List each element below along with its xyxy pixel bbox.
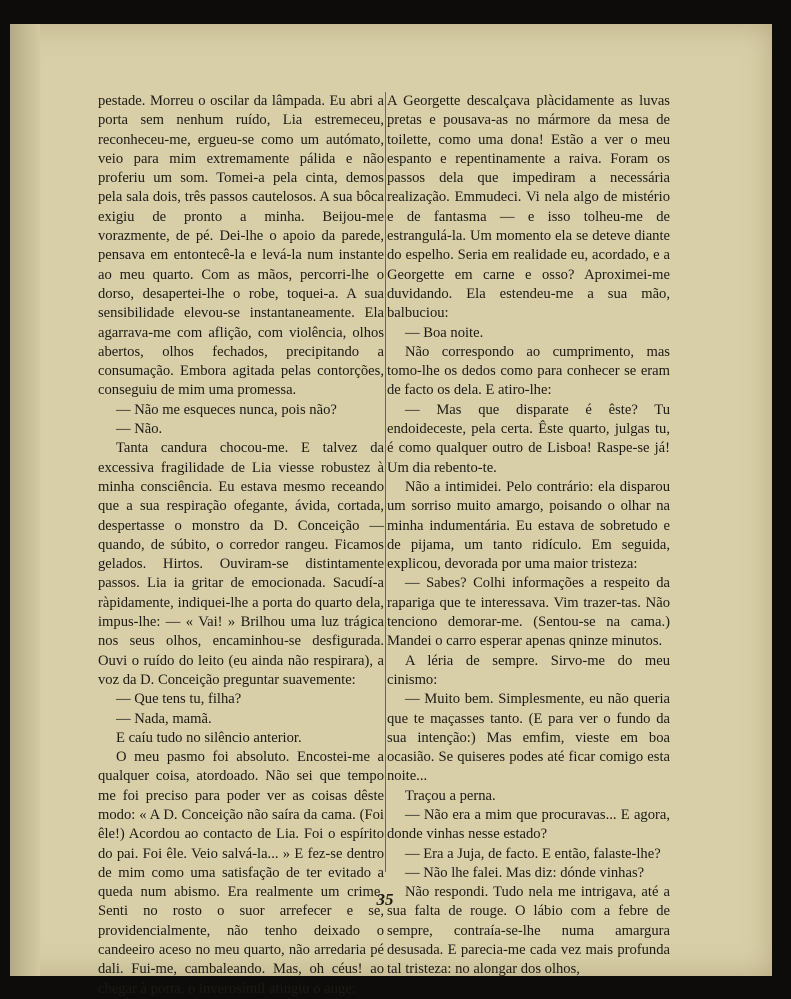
- paragraph: — Não era a mim que procuravas... E agora, donde vinhas nesse estado?: [387, 806, 670, 843]
- paragraph: O meu pasmo foi absoluto. Encostei-me a qualquer coisa, atordoado. Não sei que tempo me foi preciso para poder ver as coisas dêste modo: « A D. Conceição não saíra da cama. (Foi êle!) Acordou ao contacto de Lia. Foi o espírito do pai. Foi êle. Veio salvá-la... » E fez-se dentro de mim como uma satisfação de ter evitado a queda num abismo. Era realmente um crime. Senti no rosto o suor arrefecer e se, providencialmente, não tenho deixado o candeeiro aceso no meu quarto, não arredaria pé dali. Fui-me, cambaleando. Mas, oh céus! ao chegar à porta, o inverosímil atingiu o auge:: [98, 749, 384, 997]
- page-number: 35: [376, 890, 394, 909]
- paragraph: A léria de sempre. Sirvo-me do meu cinismo:: [387, 652, 670, 688]
- right-text-column: [387, 92, 670, 980]
- paragraph: Tanta candura chocou-me. E talvez da excessiva fragilidade de Lia viesse robustez à minha consciência. Eu estava mesmo receando que a sua respiração ofegante, ávida, cortada, despertasse o monstro da D. Conceição — quando, de súbito, o corredor rangeu. Ficamos gelados. Hirtos. Ouviram-se distintamente passos. Lia ia gritar de emocionada. Sacudí-a ràpidamente, indiquei-lhe a porta do quarto dela, impus-lhe: — « Vai! » Brilhou uma luz trágica nos seus olhos, encaminhou-se desfigurada. Ouvi o ruído do leito (eu ainda não respirara), a voz da D. Conceição preguntar suavemente:: [98, 440, 384, 688]
- paragraph: — Não lhe falei. Mas diz: dónde vinhas?: [405, 864, 645, 881]
- paragraph: — Era a Juja, de facto. E então, falaste-lhe?: [405, 845, 661, 862]
- paragraph: Não correspondo ao cumprimento, mas tomo-lhe os dedos como para conhecer se eram de facto os dela. E atiro-lhe:: [387, 343, 670, 399]
- paragraph: E caíu tudo no silêncio anterior.: [116, 729, 302, 746]
- left-text-column: [98, 92, 384, 999]
- book-page: [10, 24, 772, 997]
- paragraph: Não a intimidei. Pelo contrário: ela disparou um sorriso muito amargo, poisando o olhar na minha indumentária. Eu estava de sobretudo e de pijama, um tanto ridículo. Em seguida, explicou, devorada por uma maior tristeza:: [387, 478, 670, 573]
- paragraph: — Sabes? Colhi informações a respeito da rapariga que te interessava. Vim trazer-tas. Não tenciono demorar-me. (Sentou-se na cama.) Mandei o carro esperar apenas qninze minutos.: [387, 575, 670, 650]
- page-gutter: [10, 24, 40, 976]
- paragraph: — Muito bem. Simplesmente, eu não queria que te maçasses tanto. (E para ver o fundo da sua intenção:) Mas emfim, vieste em boa ocasião. Se quiseres podes até ficar comigo esta noite...: [387, 691, 670, 785]
- paragraph: — Não.: [116, 421, 163, 438]
- paragraph: — Não me esqueces nunca, pois não?: [116, 401, 337, 418]
- paragraph: — Que tens tu, filha?: [116, 691, 242, 708]
- column-divider: [385, 92, 386, 872]
- paragraph: A Georgette descalçava plàcidamente as luvas pretas e pousava-as no mármore da mesa de toilette, como uma dona! Estão a ver o meu espanto e repentinamente a raiva. Foram os passos dela que impediram a necessária realização. Emmudeci. Vi nela algo de mistério e de fantasma — e isso tolheu-me de estrangulá-la. Um momento ela se deteve diante do espelho. Seria em realidade eu, acordado, e a Georgette em carne e osso? Aproximei-me duvidando. Ela estendeu-me a sua mão, balbuciou:: [387, 93, 670, 322]
- paragraph: pestade. Morreu o oscilar da lâmpada. Eu abri a porta sem nenhum ruído, Lia estremeceu, reconheceu-me, ergueu-se como um autómato, veio para mim extremamente pálida e não proferiu um som. Tomei-a pela cinta, demos pela sala dois, três passos cautelosos. A sua bôca exigiu de pronto a minha. Beijou-me vorazmente, de pé. Dei-lhe o apoio da parede, pensava em entontecê-la e levá-la num instante ao meu quarto. Com as mãos, percorri-lhe o dorso, desapertei-lhe o robe, toquei-a. A sua sensibilidade elevou-se instantaneamente. Ela agarrava-me com aflição, com violência, olhos abertos, olhos fechados, precipitando a consumação. Embora agitada pelas contorções, conseguiu de mim uma promessa.: [98, 93, 384, 399]
- paragraph: — Mas que disparate é êste? Tu endoideceste, pela certa. Êste quarto, julgas tu, é como qualquer outro de Lisboa! Raspe-se já! Um dia rebento-te.: [387, 401, 670, 476]
- paragraph: Traçou a perna.: [405, 787, 496, 804]
- paragraph: Não respondi. Tudo nela me intrigava, até a sua falta de rouge. O lábio com a febre de sempre, contraía-se-lhe numa amargura desusada. E parecia-me cada vez mais profunda tal tristeza: no alongar dos olhos,: [387, 884, 670, 978]
- paragraph: — Nada, mamã.: [116, 710, 212, 727]
- paragraph: — Boa noite.: [405, 324, 484, 341]
